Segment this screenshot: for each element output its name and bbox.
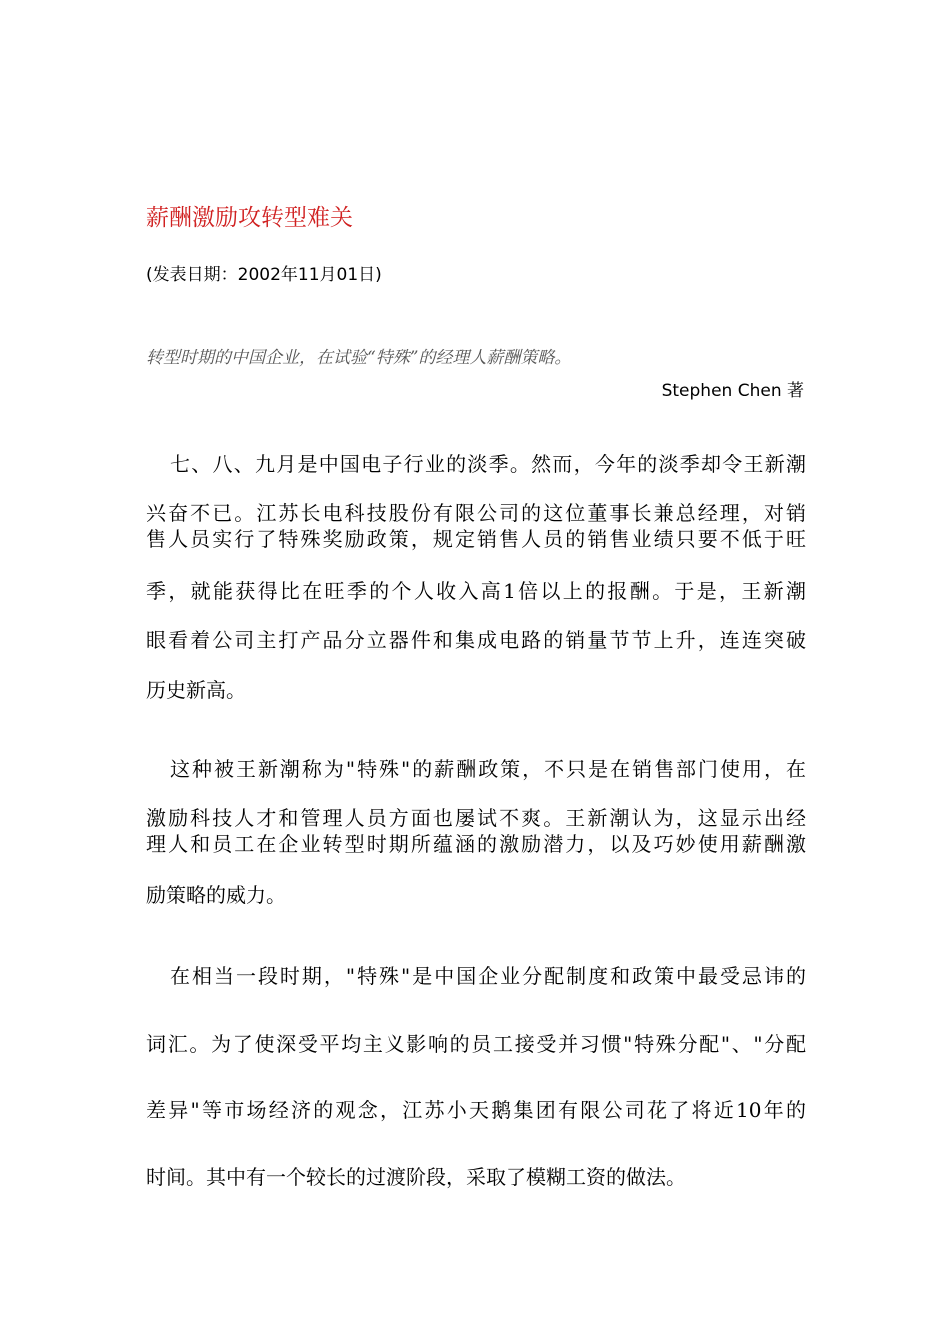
paragraph-1-line: 历史新高。 — [146, 678, 246, 702]
paragraph-2-line: 励策略的威力。 — [146, 883, 286, 907]
paragraph-1-line: 季，就能获得比在旺季的个人收入高1倍以上的报酬。于是，王新潮 — [146, 579, 806, 603]
paragraph-3-line: 时间。其中有一个较长的过渡阶段，采取了模糊工资的做法。 — [146, 1165, 686, 1189]
paragraph-3-line: 词汇。为了使深受平均主义影响的员工接受并习惯"特殊分配"、"分配 — [146, 1032, 806, 1056]
paragraph-1-line: 眼看着公司主打产品分立器件和集成电路的销量节节上升，连连突破 — [146, 628, 806, 652]
paragraph-3-line: 差异"等市场经济的观念，江苏小天鹅集团有限公司花了将近10年的 — [146, 1098, 806, 1122]
paragraph-2-line: 理人和员工在企业转型时期所蕴涵的激励潜力，以及巧妙使用薪酬激 — [146, 832, 806, 856]
article-title: 薪酬激励攻转型难关 — [146, 205, 353, 231]
paragraph-1-line: 兴奋不已。江苏长电科技股份有限公司的这位董事长兼总经理，对销 — [146, 501, 806, 525]
paragraph-1-line: 七、八、九月是中国电子行业的淡季。然而，今年的淡季却令王新潮 — [170, 452, 806, 476]
publish-date: (发表日期：2002年11月01日) — [146, 265, 382, 285]
paragraph-1-line: 售人员实行了特殊奖励政策，规定销售人员的销售业绩只要不低于旺 — [146, 527, 806, 551]
article-subtitle: 转型时期的中国企业，在试验“特殊”的经理人薪酬策略。 — [146, 348, 572, 368]
paragraph-3-line: 在相当一段时期，"特殊"是中国企业分配制度和政策中最受忌讳的 — [170, 964, 806, 988]
paragraph-2-line: 这种被王新潮称为"特殊"的薪酬政策，不只是在销售部门使用，在 — [170, 757, 806, 781]
article-author: Stephen Chen 著 — [661, 381, 804, 401]
paragraph-2-line: 激励科技人才和管理人员方面也屡试不爽。王新潮认为，这显示出经 — [146, 806, 806, 830]
